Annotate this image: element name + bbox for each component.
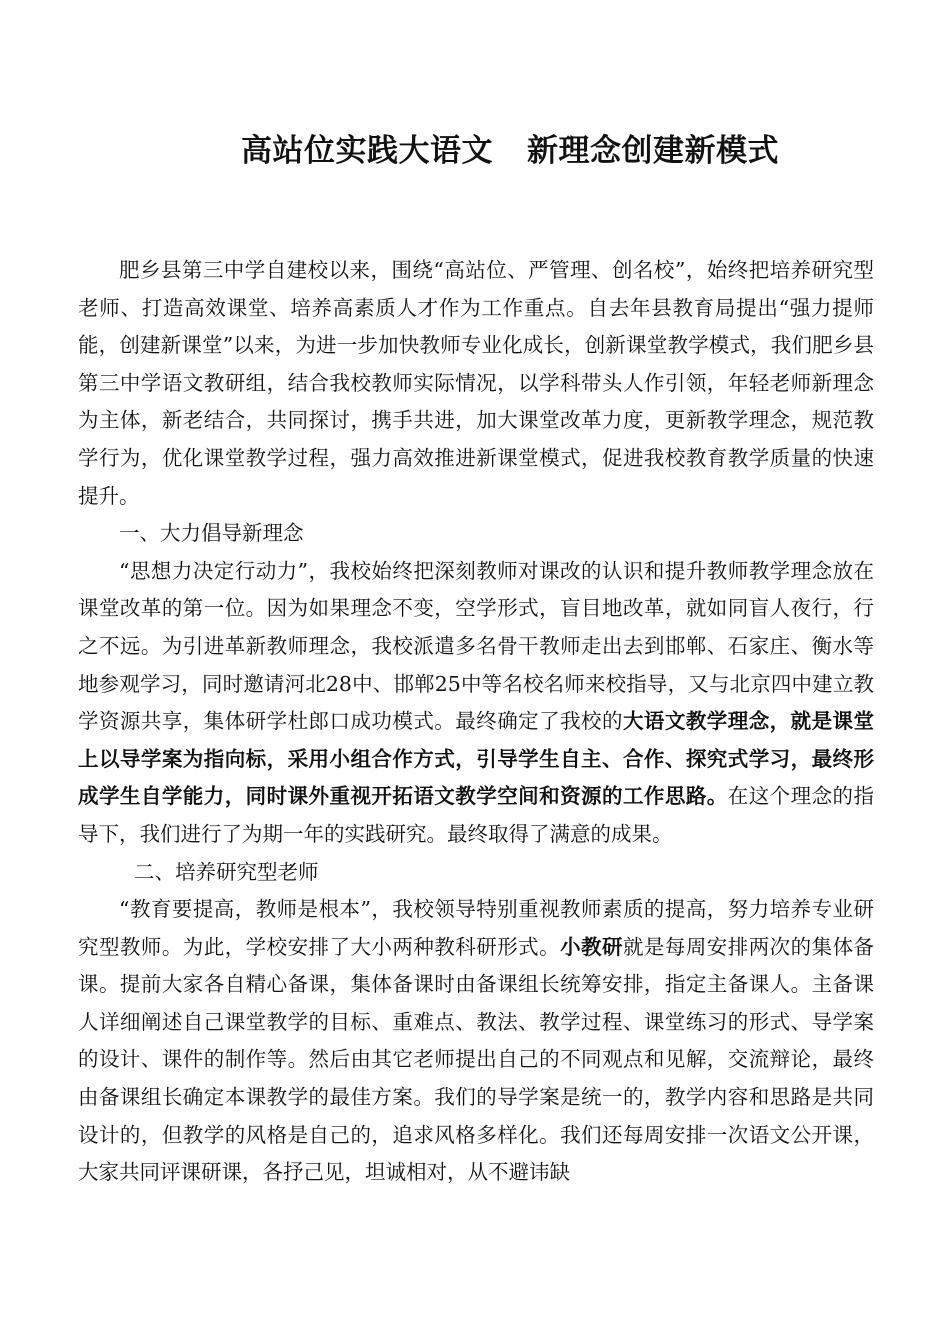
- page-title: [0, 124, 950, 178]
- section-1-text-a: “思想力决定行动力”，我校始终把深刻教师对课改的认识和提升教师教学理念放在课堂改革的第一位。因为如果理念不变，空学形式，盲目地改革，就如同盲人夜行，行之不远。为引进革新教师理念，我校派遣多名骨干教师走出去到邯郸、石家庄、衡水等地参观学习，同时邀请河北28中、邯郸25中等名校名师来校指导，又与北京四中建立教学资源共享，集体研学杜郎口成功模式。最终确定了我校的: [78, 558, 874, 734]
- section-1-text-b: 在这个理念的指导下，我们进行了为期一年的实践研究。最终取得了满意的成果。: [78, 784, 875, 846]
- section-2-text-b: 就是每周安排两次的集体备课。提前大家各自精心备课，集体备课时由备课组长统筹安排，指定主备课人。主备课人详细阐述自己课堂教学的目标、重难点、教法、教学过程、课堂练习的形式、导学案的设计、课件的制作等。然后由其它老师提出自己的不同观点和见解，交流辩论，最终由备课组长确定本课教学的最佳方案。我们的导学案是统一的，教学内容和思路是共同设计的，但教学的风格是自己的，追求风格多样化。我们还每周安排一次语文公开课，大家共同评课研课，各抒己见，坦诚相对，从不避讳缺: [78, 934, 875, 1185]
- section-2-bold-text: 小教研: [560, 934, 623, 959]
- section-1-heading: 一、大力倡导新理念: [119, 521, 304, 546]
- intro-paragraph: 肥乡县第三中学自建校以来，围绕“高站位、严管理、创名校”，始终把培养研究型老师、打造高效课堂、培养高素质人才作为工作重点。自去年县教育局提出“强力提师能，创建新课堂”以来，为进一步加快教师专业化成长，创新课堂教学模式，我们肥乡县第三中学语文教研组，结合我校教师实际情况，以学科带头人作引领，年轻老师新理念为主体，新老结合，共同探讨，携手共进，加大课堂改革力度，更新教学理念，规范教学行为，优化课堂教学过程，强力高效推进新课堂模式，促进我校教育教学质量的快速提升。: [78, 258, 874, 508]
- title-part-2: 新理念创建新模式: [527, 133, 779, 169]
- section-1-bold-text: 大语文教学理念，就是课堂上以导学案为指向标，采用小组合作方式，引导学生自主、合作、探究式学习，最终形成学生自学能力，同时课外重视开拓语文教学空间和资源的工作思路。: [78, 709, 875, 809]
- section-1-paragraph: [78, 553, 874, 854]
- section-2-heading: 二、培养研究型老师: [134, 859, 319, 884]
- section-2-paragraph: [78, 891, 874, 1192]
- title-part-1: 高站位实践大语文: [241, 133, 493, 169]
- section-2-text-a: “教育要提高，教师是根本”，我校领导特别重视教师素质的提高，努力培养专业研究型教师。为此，学校安排了大小两种教科研形式。: [78, 897, 874, 959]
- document-body: [78, 252, 874, 1192]
